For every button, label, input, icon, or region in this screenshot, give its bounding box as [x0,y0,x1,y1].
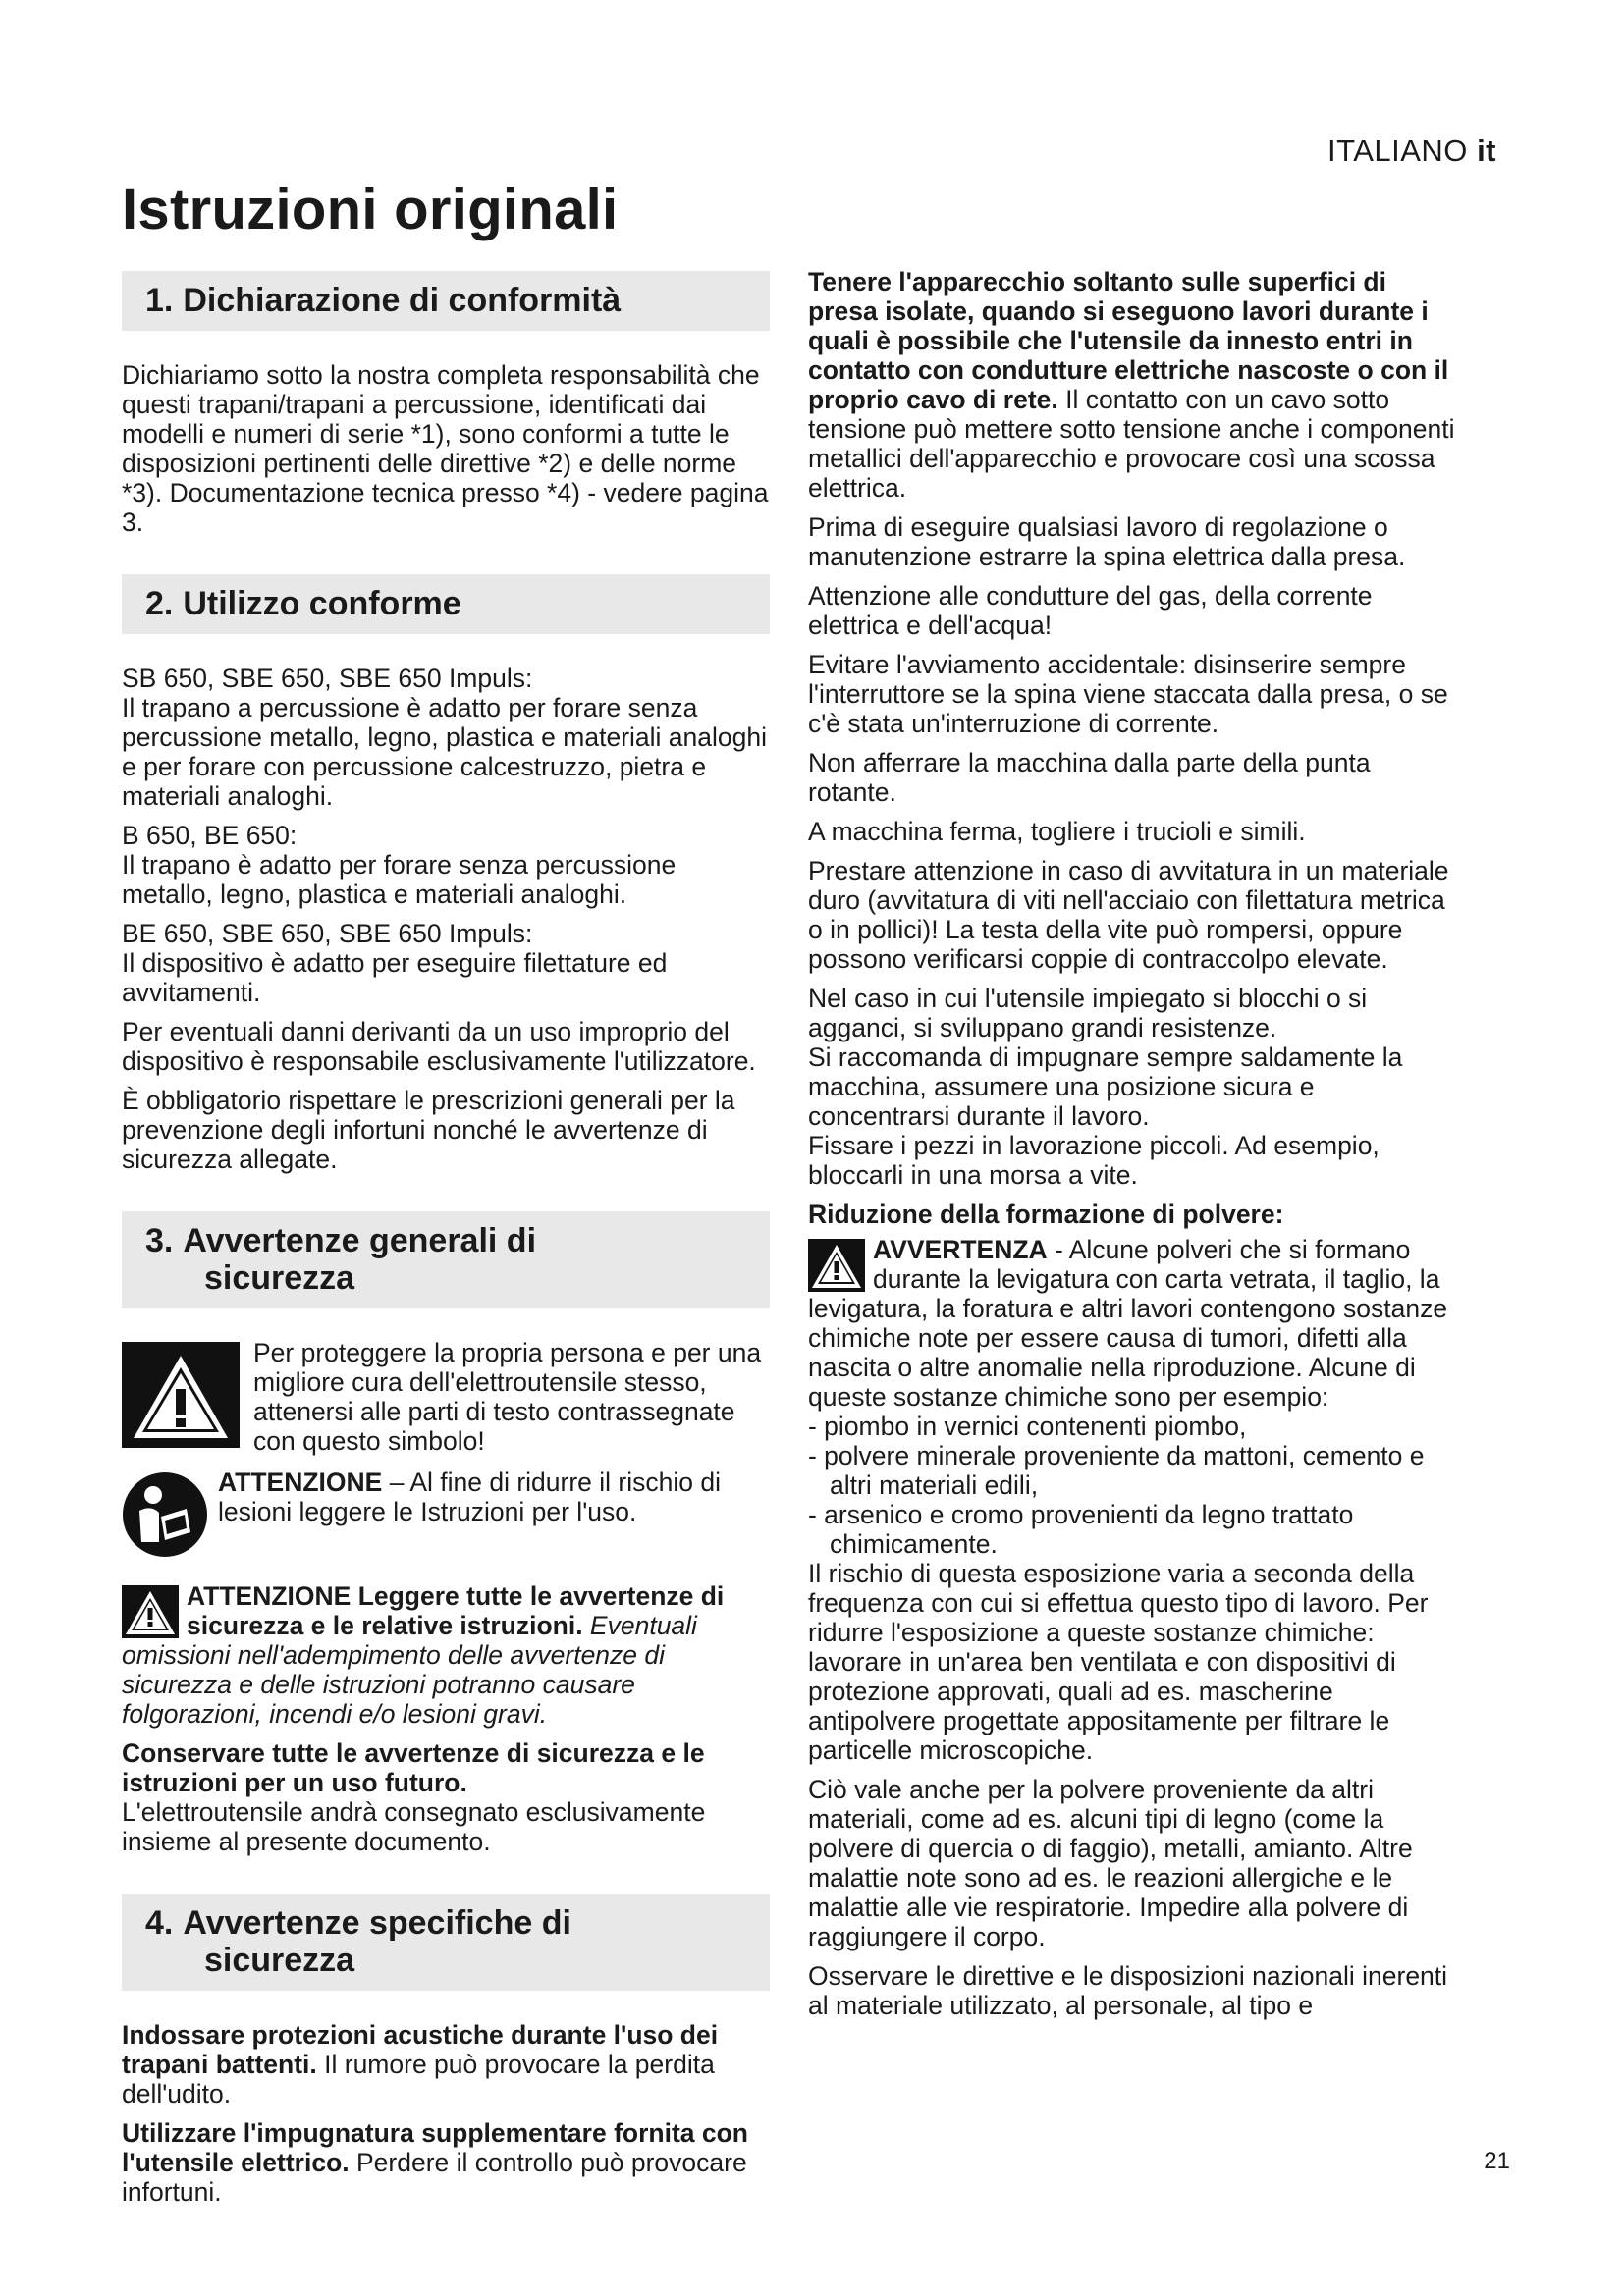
right-column [808,267,1461,2030]
page-number: 21 [1484,2148,1510,2174]
attention-text: – Al fine di ridurre il rischio di lesioni leggere le Istruzioni per l'uso. [218,1468,721,1526]
other-materials-text: Ciò vale anche per la polvere proveniente da altri materiali, come ad es. alcuni tipi di legno (come la polvere di quercia o di faggio), metalli, amianto. Altre malattie note sono ad es. le reazioni allergiche e le malattie alle vie respiratorie. Impedire alla polvere di raggiungere il corpo. [808,1775,1413,1951]
attention-label: ATTENZIONE [218,1468,383,1497]
usage-paragraph [122,821,770,909]
book-icon-wrap [122,1471,212,1564]
warning-icon [122,1585,179,1638]
section-number: 1. [145,282,174,319]
usage-text: Il trapano è adatto per forare senza percussione metallo, legno, plastica e materiali analoghi. [122,850,677,909]
prescriptions-text: È obbligatorio rispettare le prescrizioni generali per la prevenzione degli infortuni nonché le avvertenze di sicurezza allegate. [122,1086,735,1174]
list-item: - piombo in vernici contenenti piombo, [808,1412,1247,1441]
language-name: ITALIANO [1326,133,1468,168]
keep-instructions [122,1738,770,1856]
attention-heading: ATTENZIONE Leggere tutte le avvertenze di sicurezza e le relative istruzioni. [187,1581,725,1640]
chips-removal: A macchina ferma, togliere i trucioli e simili. [808,817,1306,846]
handle-text: Perdere il controllo può provocare infortuni. [122,2148,747,2207]
usage-text: Il trapano a percussione è adatto per forare senza percussione metallo, legno, plastica e materiali analoghi e per forare con percussione calcestruzzo, pietra e materiali analoghi. [122,693,767,811]
section-heading-2 [122,574,770,634]
language-label [1327,133,1496,169]
section-title: Utilizzo conforme [183,585,461,622]
section-heading-4 [122,1894,770,1991]
model-list: B 650, BE 650: [122,821,298,850]
handle-heading: Utilizzare l'impugnatura supplementare fornita con l'utensile elettrico. [122,2118,748,2177]
usage-text: Il dispositivo è adatto per eseguire filettature ed avvitamenti. [122,948,668,1007]
list-item: - arsenico e cromo provenienti da legno trattato chimicamente. [808,1500,1354,1559]
section-title: Avvertenze generali di [183,1222,537,1259]
section-title: Dichiarazione di conformità [183,282,622,319]
regulations-text: Osservare le direttive e le disposizioni nazionali inerenti al materiale utilizzato, al personale, al tipo e [808,1961,1448,2020]
general-warning-row [122,1338,770,1456]
attention-read-text [218,1468,770,1526]
insulated-grip-warning [808,267,1461,503]
rotating-bit-warning: Non afferrare la macchina dalla parte della punta rotante. [808,748,1371,807]
hard-material-screwing: Prestare attenzione in caso di avvitatura in un materiale duro (avvitatura di viti nell'acciaio con filettatura metrica o in pollici)! La testa della vite può rompersi, oppure possono verificarsi coppie di contraccolpo elevate. [808,856,1449,974]
left-column [122,271,770,2216]
section-title: Avvertenze specifiche di [183,1904,571,1942]
dust-warning-text: - Alcune polveri che si formano durante la levigatura con carta vetrata, il taglio, la levigatura, la foratura e altri lavori contengono sostanze chimiche note per essere causa di tumori, difetti alla nascita o altre anomalie nella riproduzione. Alcune di queste sostanze chimiche sono per esempio: [808,1235,1448,1412]
section-heading-3 [122,1211,770,1308]
hearing-heading: Indossare protezioni acustiche durante l'uso dei trapani battenti. [122,2020,719,2079]
insulated-grip-heading: Tenere l'apparecchio soltanto sulle superfici di presa isolate, quando si eseguono lavori durante i quali è possibile che l'utensile da innesto entri in contatto con condutture elettriche nascoste o con il proprio cavo di rete. [808,267,1449,414]
attention-consequence: Eventuali omissioni nell'adempimento delle avvertenze di sicurezza e delle istruzioni potranno causare folgorazioni, incendi e/o lesioni gravi. [122,1611,697,1729]
secure-workpiece-text: Fissare i pezzi in lavorazione piccoli. Ad esempio, bloccarli in una morsa a vite. [808,1131,1380,1190]
warning-text: Per proteggere la propria persona e per una migliore cura dell'elettroutensile stesso, attenersi alle parti di testo contrassegnate con questo simbolo! [253,1338,762,1456]
section-number: 3. [145,1222,174,1259]
keep-heading: Conservare tutte le avvertenze di sicurezza e le istruzioni per un uso futuro. [122,1738,705,1797]
accidental-start-warning: Evitare l'avviamento accidentale: disinserire sempre l'interruttore se la spina viene staccata dalla presa, o se c'è stata un'interruzione di corrente. [808,650,1448,738]
insulated-grip-text: Il contatto con un cavo sotto tensione può mettere sotto tensione anche i componenti metallici dell'apparecchio e provocare così una scossa elettrica. [808,385,1455,503]
list-item: - polvere minerale proveniente da mattoni, cemento e altri materiali edili, [808,1441,1425,1500]
dust-warning-label: AVVERTENZA [873,1235,1048,1264]
warning-icon [122,1342,240,1448]
page-title: Istruzioni originali [122,178,619,241]
keep-text: L'elettroutensile andrà consegnato esclusivamente insieme al presente documento. [122,1797,706,1856]
section-title-continued: sicurezza [204,1942,355,1979]
usage-paragraph [122,664,770,811]
usage-paragraph [122,919,770,1007]
utility-lines-warning: Attenzione alle condutture del gas, della corrente elettrica e dell'acqua! [808,581,1373,640]
unplug-before-maintenance: Prima di eseguire qualsiasi lavoro di regolazione o manutenzione estrarre la spina elettrica dalla presa. [808,512,1406,571]
section-number: 4. [145,1904,174,1942]
hearing-protection [122,2020,770,2109]
conformity-text: Dichiariamo sotto la nostra completa responsabilità che questi trapani/trapani a percussione, identificati dai modelli e numeri di serie *1), sono conformi a tutte le disposizioni pertinenti delle direttive *2) e delle norme *3). Documentazione tecnica presso *4) - vedere pagina 3. [122,360,769,537]
read-manual-row [122,1468,770,1564]
section-heading-1 [122,271,770,331]
section-number: 2. [145,585,174,622]
attention-all-warnings [122,1581,770,1729]
auxiliary-handle [122,2118,770,2207]
blocking-text: Nel caso in cui l'utensile impiegato si blocchi o si agganci, si sviluppano grandi resistenze. [808,984,1368,1042]
hearing-text: Il rumore può provocare la perdita dell'udito. [122,2050,715,2109]
language-code: it [1477,133,1496,168]
firm-grip-text: Si raccomanda di impugnare sempre saldamente la macchina, assumere una posizione sicura e concentrarsi durante il lavoro. [808,1042,1403,1131]
model-list: BE 650, SBE 650, SBE 650 Impuls: [122,919,533,948]
dust-heading: Riduzione della formazione di polvere: [808,1200,1284,1229]
warning-icon [808,1239,865,1292]
blocking-warning [808,984,1461,1190]
model-list: SB 650, SBE 650, SBE 650 Impuls: [122,664,533,693]
read-manual-icon [122,1471,208,1558]
dust-warning [808,1235,1461,1765]
section-title-continued: sicurezza [204,1259,355,1297]
exposure-text: Il rischio di questa esposizione varia a seconda della frequenza con cui si effettua questo tipo di lavoro. Per ridurre l'esposizione a queste sostanze chimiche: lavorare in un'area ben ventilata e con dispositivi di protezione approvati, quali ad es. mascherine antipolvere progettate appositamente per filtrare le particelle microscopiche. [808,1559,1429,1765]
liability-text: Per eventuali danni derivanti da un uso improprio del dispositivo è responsabile esclusivamente l'utilizzatore. [122,1017,756,1076]
chemical-list [808,1412,1461,1559]
